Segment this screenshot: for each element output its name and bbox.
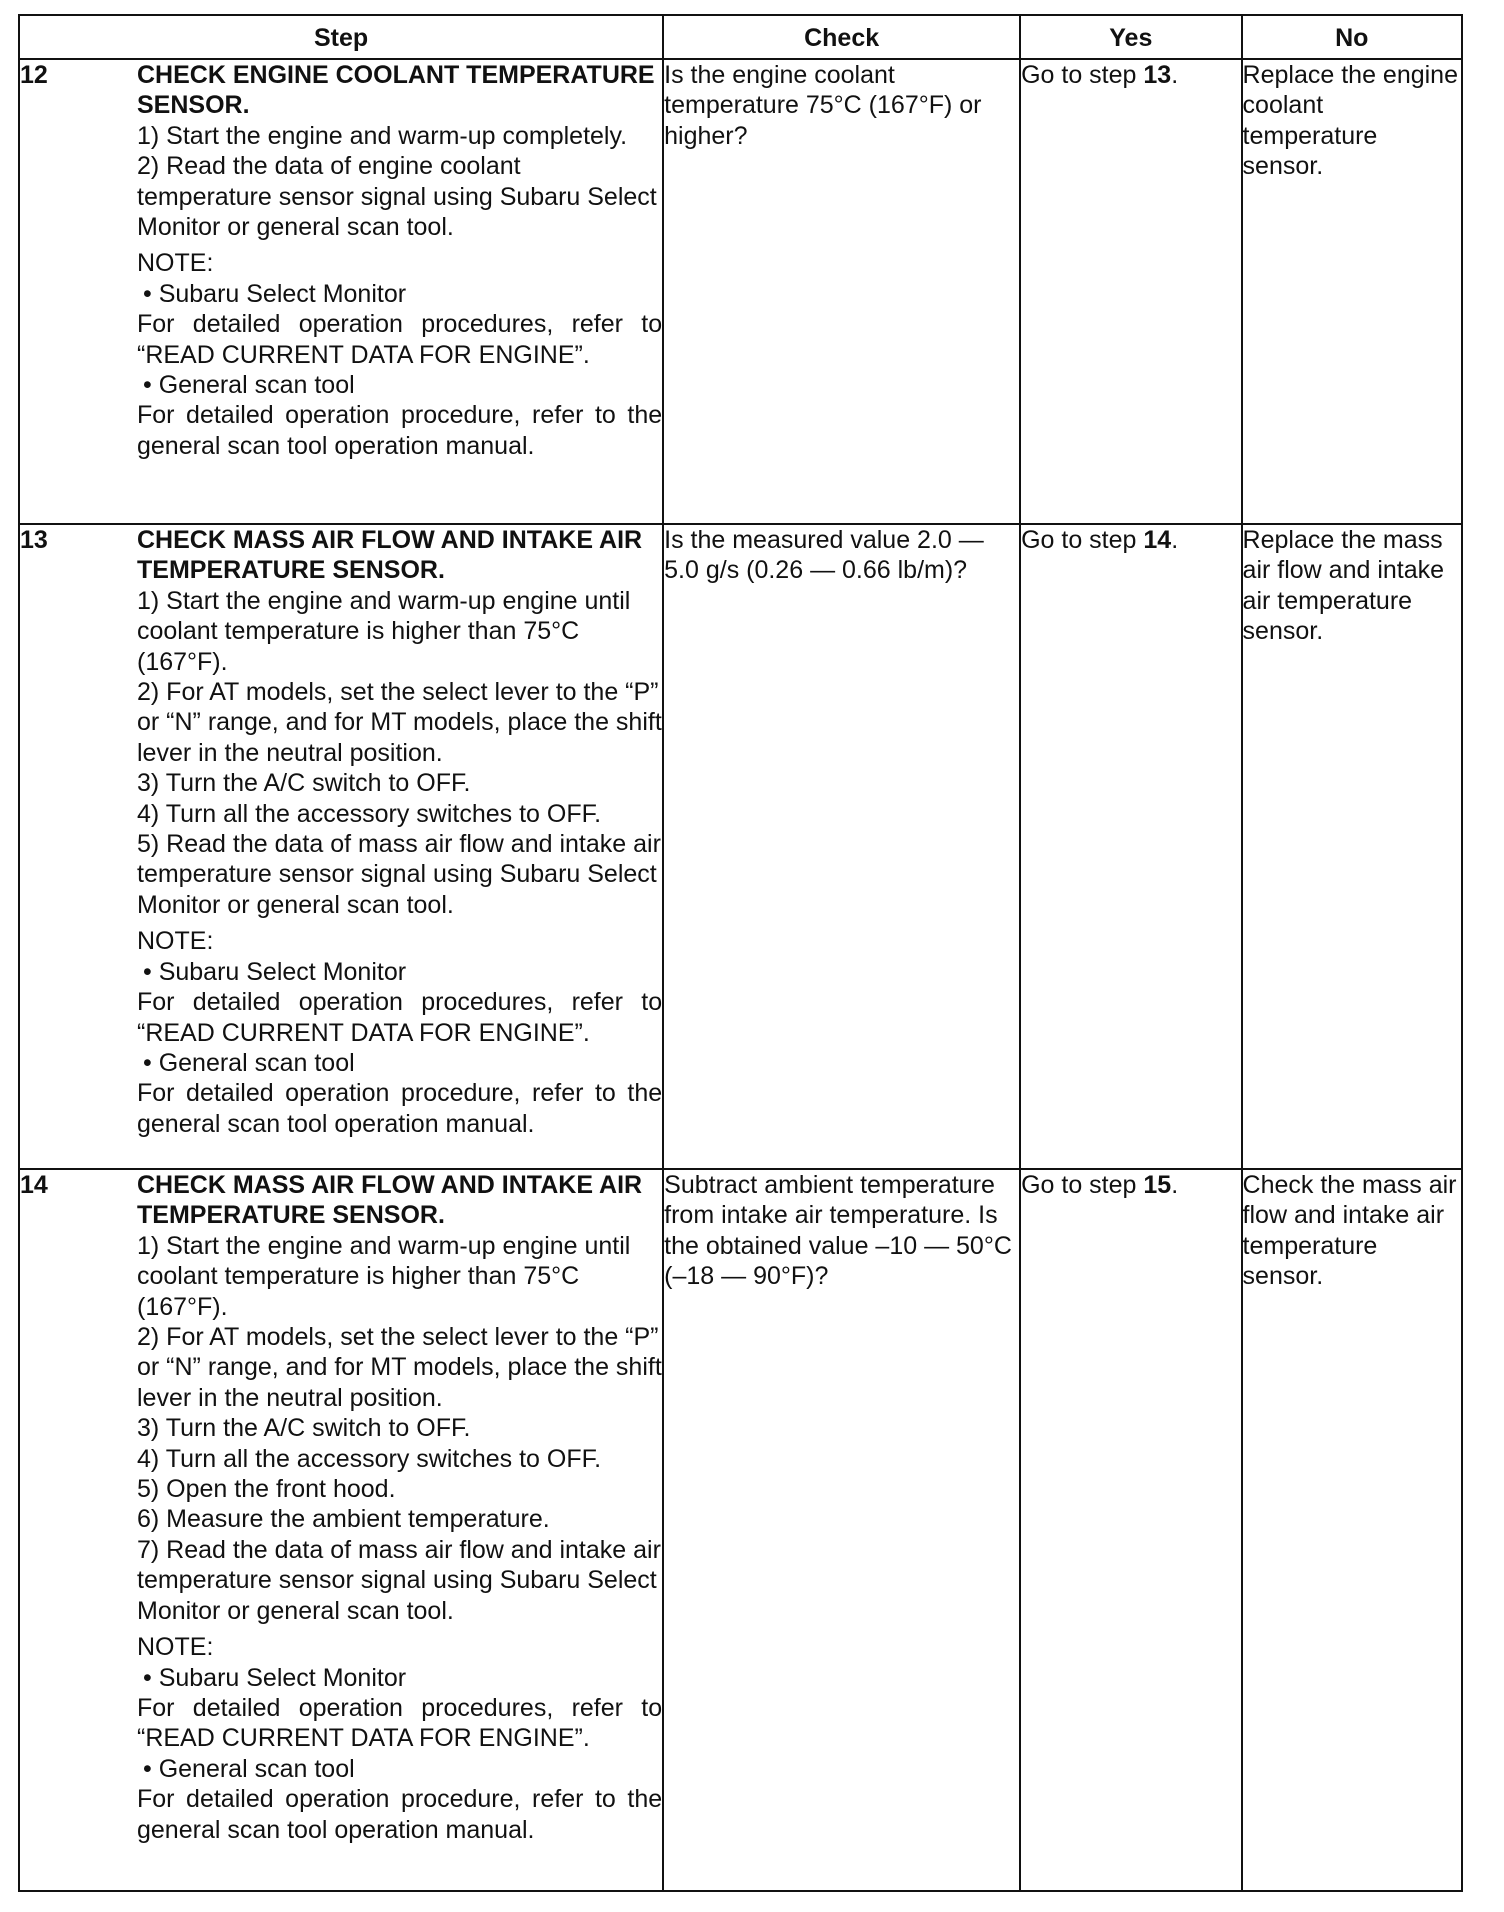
yes-cell <box>1020 1169 1241 1891</box>
table-row-step-12 <box>19 59 1462 524</box>
note-bullet: • Subaru Select Monitor <box>143 957 407 986</box>
check-cell: Is the measured value 2.0 — 5.0 g/s (0.26 — 0.66 lb/m)? <box>663 524 1020 1169</box>
note-text: For detailed operation procedure, refer to the general scan tool operation manual. <box>137 401 663 460</box>
procedure-item: 1) Start the engine and warm-up completely. <box>137 121 628 150</box>
yes-step-ref: 13 <box>1143 61 1172 89</box>
procedure-item: 5) Read the data of mass air flow and intake air temperature sensor signal using Subaru Select Monitor or general scan tool. <box>137 830 661 919</box>
note-bullet: • General scan tool <box>143 1754 355 1783</box>
note-bullet: • Subaru Select Monitor <box>143 1663 407 1692</box>
yes-text: Go to step <box>1021 526 1144 554</box>
diagnostic-table <box>18 14 1463 1892</box>
step-number: 14 <box>20 1171 48 1199</box>
step-body <box>137 60 662 461</box>
procedure-item: 3) Turn the A/C switch to OFF. <box>137 769 471 798</box>
yes-suffix: . <box>1171 1171 1179 1199</box>
check-cell: Subtract ambient temperature from intake air temperature. Is the obtained value –10 — 50°C (–18 — 90°F)? <box>663 1169 1020 1891</box>
header-check: Check <box>663 15 1020 59</box>
check-cell: Is the engine coolant temperature 75°C (167°F) or higher? <box>663 59 1020 524</box>
no-cell: Check the mass air flow and intake air temperature sensor. <box>1242 1169 1462 1891</box>
note-bullet: • Subaru Select Monitor <box>143 279 407 308</box>
note-label: NOTE: <box>137 1633 214 1662</box>
procedure-item: 4) Turn all the accessory switches to OFF. <box>137 799 602 828</box>
procedure-item: 2) For AT models, set the select lever to the “P” or “N” range, and for MT models, place the shift lever in the neutral position. <box>137 1323 662 1412</box>
step-number: 12 <box>20 61 48 89</box>
yes-text: Go to step <box>1021 1171 1144 1199</box>
yes-cell <box>1020 524 1241 1169</box>
note-text: For detailed operation procedure, refer to the general scan tool operation manual. <box>137 1079 663 1138</box>
header-row <box>19 15 1462 59</box>
header-no: No <box>1242 15 1462 59</box>
procedure-item: 7) Read the data of mass air flow and intake air temperature sensor signal using Subaru Select Monitor or general scan tool. <box>137 1535 661 1625</box>
note-label: NOTE: <box>137 249 214 278</box>
table-row-step-13 <box>19 524 1462 1169</box>
procedure-item: 5) Open the front hood. <box>137 1475 396 1504</box>
step-body <box>137 525 662 1139</box>
procedure-item: 2) For AT models, set the select lever to the “P” or “N” range, and for MT models, place the shift lever in the neutral position. <box>137 678 662 767</box>
step-title: CHECK ENGINE COOLANT TEMPERATURE SENSOR. <box>137 61 655 120</box>
note-label: NOTE: <box>137 927 214 956</box>
note-text: For detailed operation procedures, refer to “READ CURRENT DATA FOR ENGINE”. <box>137 1693 663 1753</box>
procedure-item: 1) Start the engine and warm-up engine until coolant temperature is higher than 75°C (167°F). <box>137 586 631 676</box>
yes-step-ref: 15 <box>1143 1171 1172 1199</box>
step-body <box>137 1170 662 1845</box>
table-row-step-14 <box>19 1169 1462 1891</box>
step-cell <box>19 59 663 524</box>
note-text: For detailed operation procedures, refer to “READ CURRENT DATA FOR ENGINE”. <box>137 310 663 369</box>
step-number: 13 <box>20 526 48 554</box>
note-bullet: • General scan tool <box>143 1048 355 1077</box>
header-yes: Yes <box>1020 15 1241 59</box>
step-cell <box>19 1169 663 1891</box>
step-title: CHECK MASS AIR FLOW AND INTAKE AIR TEMPERATURE SENSOR. <box>137 526 643 585</box>
procedure-item: 3) Turn the A/C switch to OFF. <box>137 1414 471 1443</box>
yes-text: Go to step <box>1021 61 1144 89</box>
procedure-item: 6) Measure the ambient temperature. <box>137 1505 550 1534</box>
procedure-item: 2) Read the data of engine coolant temperature sensor signal using Subaru Select Monitor or general scan tool. <box>137 152 657 242</box>
yes-suffix: . <box>1171 61 1179 89</box>
note-text: For detailed operation procedures, refer to “READ CURRENT DATA FOR ENGINE”. <box>137 988 663 1047</box>
no-cell: Replace the mass air flow and intake air temperature sensor. <box>1242 524 1462 1169</box>
header-step: Step <box>19 15 663 59</box>
yes-step-ref: 14 <box>1143 526 1172 554</box>
step-title: CHECK MASS AIR FLOW AND INTAKE AIR TEMPERATURE SENSOR. <box>137 1171 643 1230</box>
note-bullet: • General scan tool <box>143 371 355 400</box>
procedure-item: 4) Turn all the accessory switches to OFF. <box>137 1444 602 1473</box>
yes-cell <box>1020 59 1241 524</box>
step-cell <box>19 524 663 1169</box>
note-text: For detailed operation procedure, refer to the general scan tool operation manual. <box>137 1785 663 1844</box>
procedure-item: 1) Start the engine and warm-up engine until coolant temperature is higher than 75°C (167°F). <box>137 1231 631 1321</box>
no-cell: Replace the engine coolant temperature sensor. <box>1242 59 1462 524</box>
yes-suffix: . <box>1171 526 1179 554</box>
